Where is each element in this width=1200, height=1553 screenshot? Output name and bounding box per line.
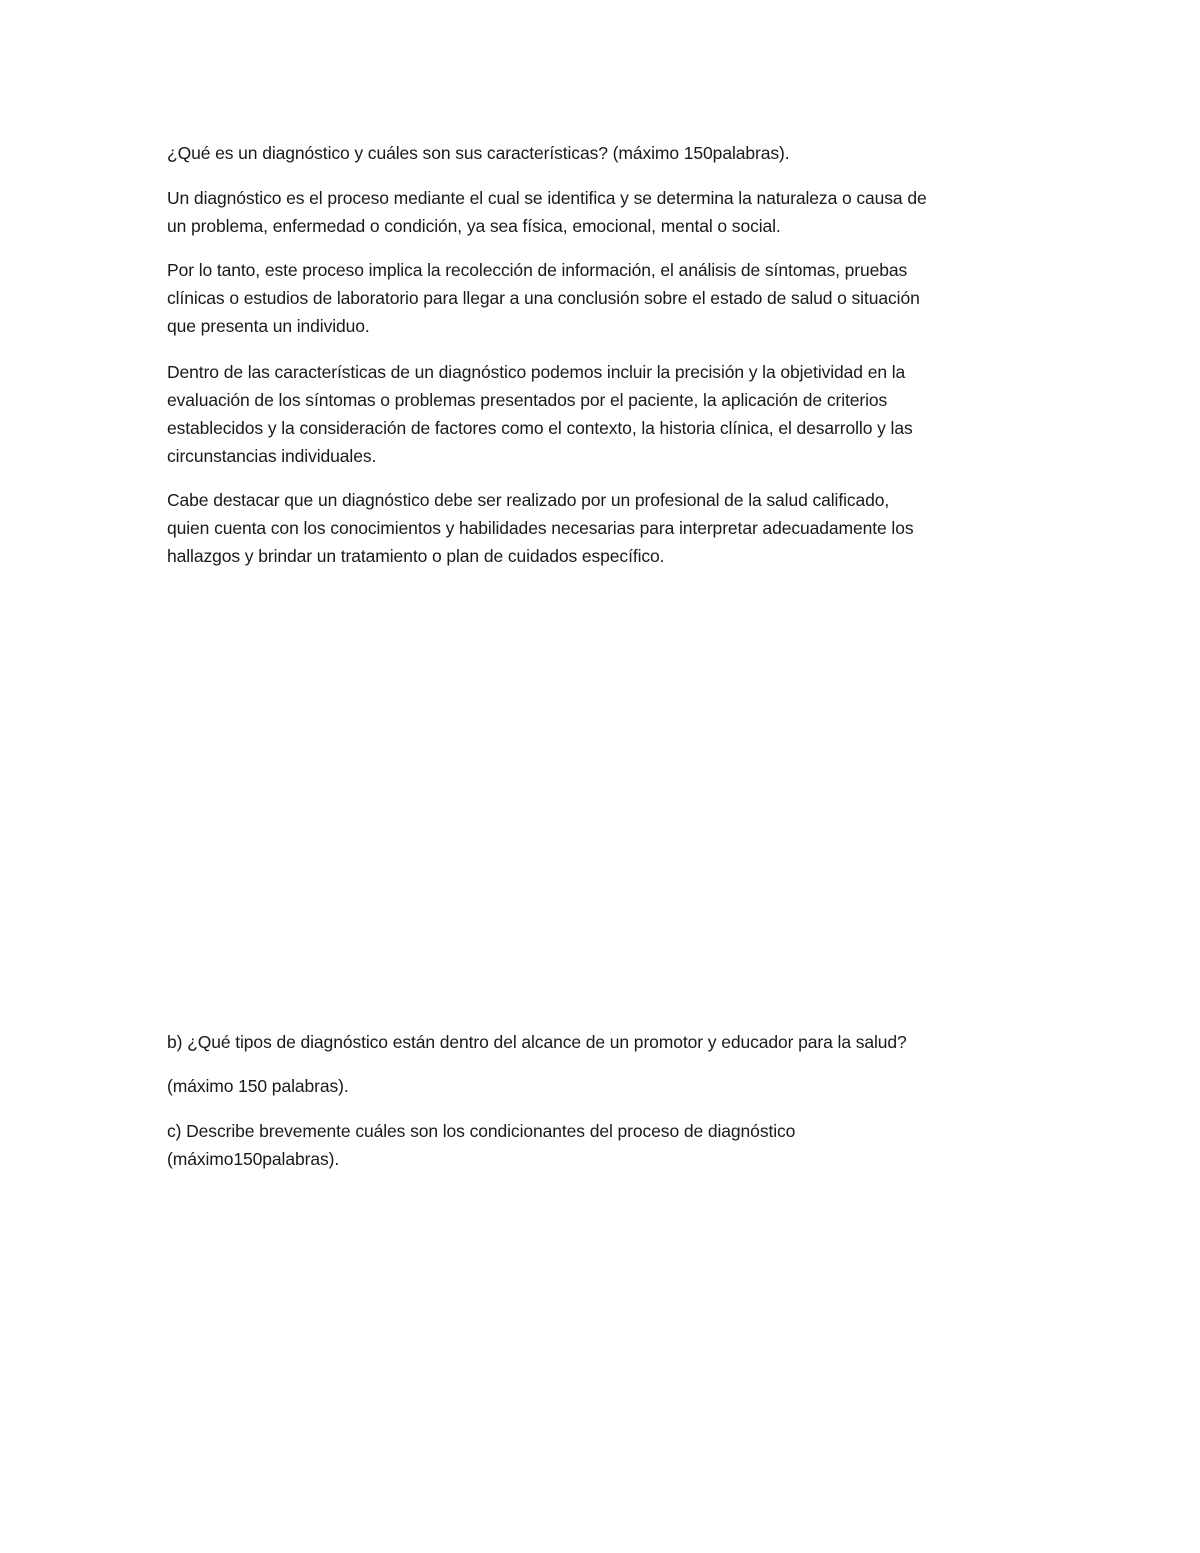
paragraph-2-line-1: Por lo tanto, este proceso implica la recolección de información, el análisis de síntomas, pruebas xyxy=(167,260,908,280)
question-a: ¿Qué es un diagnóstico y cuáles son sus características? (máximo 150palabras). xyxy=(167,143,790,163)
paragraph-4-line-3: hallazgos y brindar un tratamiento o plan de cuidados específico. xyxy=(167,546,665,566)
paragraph-1-line-1: Un diagnóstico es el proceso mediante el cual se identifica y se determina la naturaleza o causa de xyxy=(167,188,927,208)
paragraph-4-line-1: Cabe destacar que un diagnóstico debe ser realizado por un profesional de la salud calificado, xyxy=(167,490,890,510)
paragraph-4-line-2: quien cuenta con los conocimientos y habilidades necesarias para interpretar adecuadamente los xyxy=(167,518,914,538)
paragraph-1-line-2: un problema, enfermedad o condición, ya sea física, emocional, mental o social. xyxy=(167,216,781,236)
question-c-line-2: (máximo150palabras). xyxy=(167,1149,340,1169)
paragraph-3-line-2: evaluación de los síntomas o problemas presentados por el paciente, la aplicación de criterios xyxy=(167,390,888,410)
question-b: b) ¿Qué tipos de diagnóstico están dentro del alcance de un promotor y educador para la salud? xyxy=(167,1032,907,1052)
question-c-line-1: c) Describe brevemente cuáles son los condicionantes del proceso de diagnóstico xyxy=(167,1121,796,1141)
paragraph-2-line-3: que presenta un individuo. xyxy=(167,316,370,336)
question-b-limit: (máximo 150 palabras). xyxy=(167,1076,349,1096)
paragraph-3-line-4: circunstancias individuales. xyxy=(167,446,377,466)
paragraph-2-line-2: clínicas o estudios de laboratorio para llegar a una conclusión sobre el estado de salud o situación xyxy=(167,288,920,308)
paragraph-3-line-3: establecidos y la consideración de factores como el contexto, la historia clínica, el desarrollo y las xyxy=(167,418,913,438)
paragraph-3-line-1: Dentro de las características de un diagnóstico podemos incluir la precisión y la objetividad en la xyxy=(167,362,906,382)
